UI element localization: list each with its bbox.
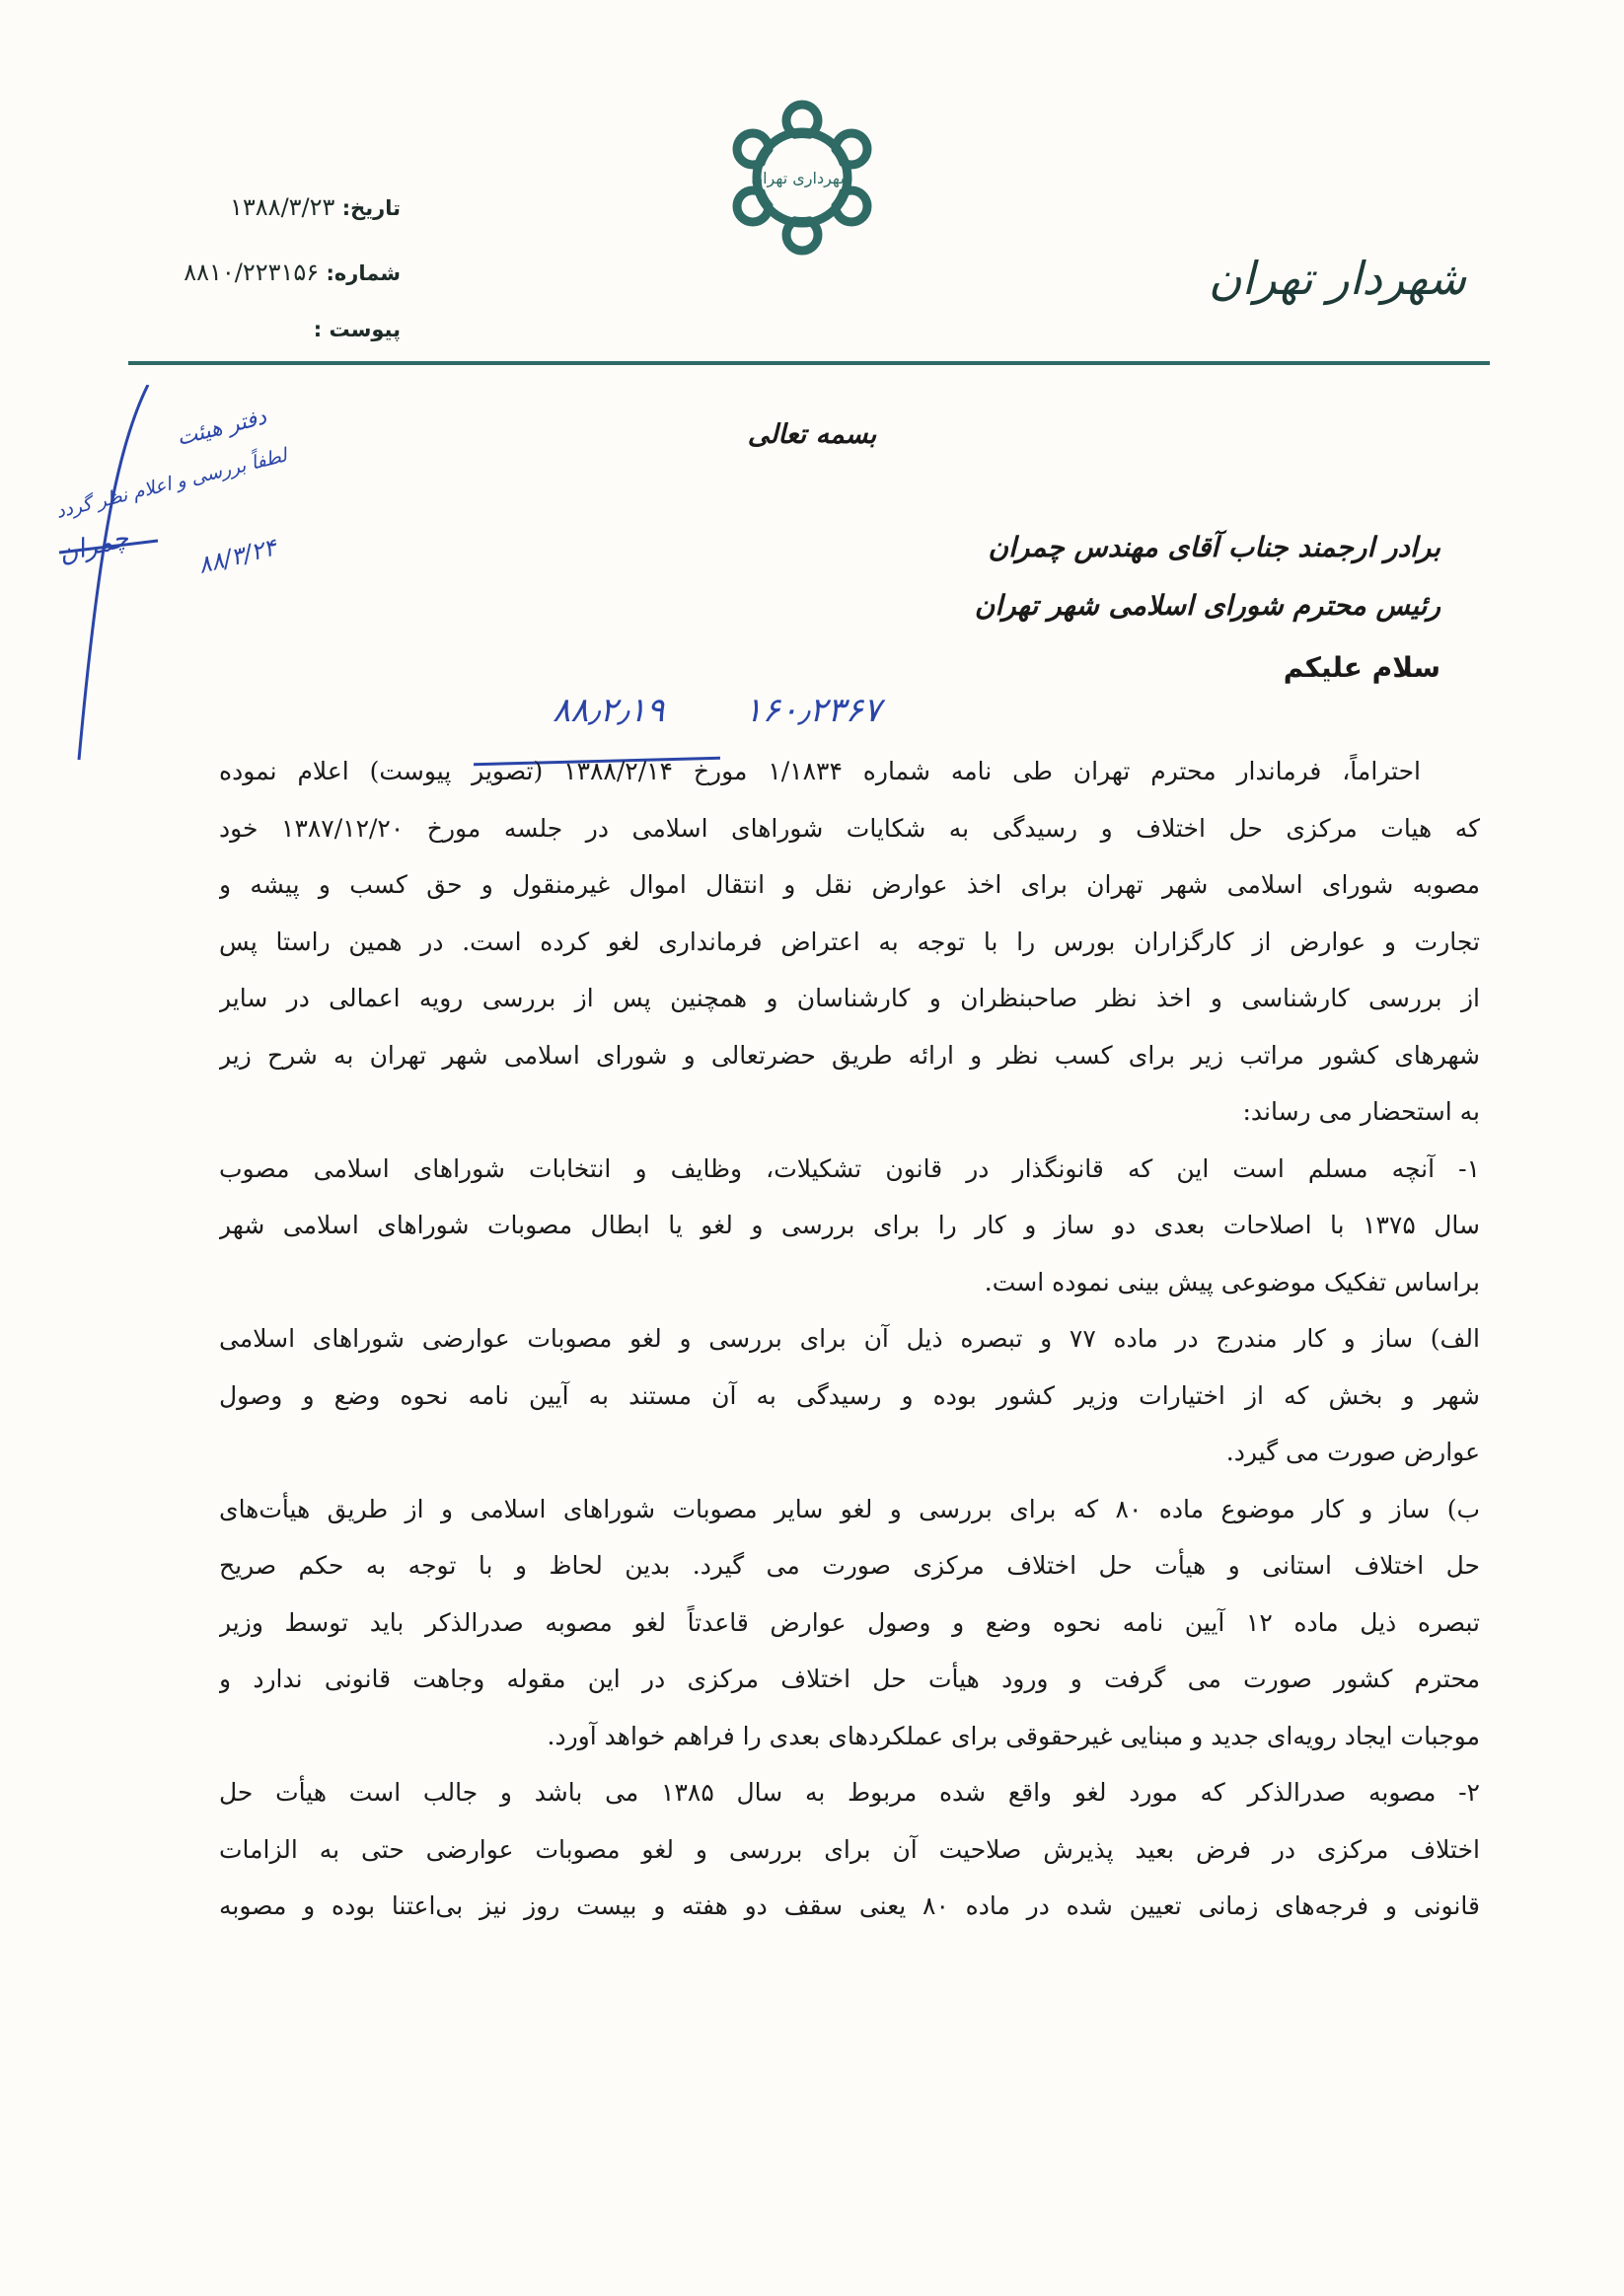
body-line: احتراماً، فرماندار محترم تهران طی نامه شماره ۱/۱۸۳۴ مورخ ۱۳۸۸/۲/۱۴ (تصویر پیوست) اعلام نموده	[219, 757, 1421, 785]
note-line: لطفاً بررسی و اعلام نظر گردد	[53, 444, 289, 523]
svg-text:شهرداری تهران: شهرداری تهران	[751, 169, 853, 187]
number-field	[184, 259, 401, 286]
number-value: ۸۸۱۰/۲۲۳۱۵۶	[184, 259, 320, 286]
handwritten-annotation	[39, 385, 296, 799]
note-signature: چمران	[55, 523, 132, 569]
attachment-label: پیوست :	[313, 318, 401, 341]
body-line: مصوبه شورای اسلامی شهر تهران برای اخذ عوارض نقل و انتقال اموال غیرمنقول و حق کسب و پیشه و	[219, 870, 1480, 899]
addressee-name: برادر ارجمند جناب آقای مهندس چمران	[988, 531, 1440, 563]
date-value: ۱۳۸۸/۳/۲۳	[230, 193, 335, 221]
note-date: ۸۸/۳/۲۴	[195, 533, 280, 580]
note-line: دفتر هیئت	[175, 405, 270, 452]
body-line: ۲- مصوبه صدرالذکر که مورد لغو واقع شده مربوط به سال ۱۳۸۵ می باشد و جالب است هیأت حل	[219, 1778, 1480, 1807]
body-line: به استحضار می رساند:	[1242, 1097, 1480, 1126]
body-line: حل اختلاف استانی و هیأت حل اختلاف مرکزی صورت می گیرد. بدین لحاظ و با توجه به حکم صریح	[219, 1551, 1480, 1580]
greeting: سلام علیکم	[1283, 651, 1440, 684]
body-line: محترم کشور صورت می گرفت و ورود هیأت حل اختلاف مرکزی در این مقوله وجاهت قانونی ندارد و	[219, 1665, 1480, 1693]
body-line: ب) ساز و کار موضوع ماده ۸۰ که برای بررسی و لغو سایر مصوبات شوراهای اسلامی و از طریق هیأت‌های	[219, 1494, 1480, 1523]
tehran-municipality-logo	[728, 99, 876, 257]
number-label: شماره:	[326, 261, 401, 285]
invocation: بسمه تعالی	[747, 419, 877, 450]
date-label: تاریخ:	[341, 196, 401, 220]
body-line: شهر و بخش که از اختیارات وزیر کشور بوده و رسیدگی به آن مستند به آیین نامه نحوه وضع و وصول	[219, 1380, 1480, 1410]
letter-body	[219, 752, 1480, 1944]
body-line: قانونی و فرجه‌های زمانی تعیین شده در ماده ۸۰ یعنی سقف دو هفته و بیست روز نیز بی‌اعتنا بوده و مصوبه	[219, 1891, 1480, 1920]
date-field	[230, 193, 401, 221]
body-line: از بررسی کارشناسی و اخذ نظر صاحبنظران و کارشناسان و همچنین پس از بررسی رویه اعمالی در سایر	[219, 984, 1480, 1012]
body-line: الف) ساز و کار مندرج در ماده ۷۷ و تبصره ذیل آن برای بررسی و لغو مصوبات عوارضی شوراهای اسلامی	[219, 1324, 1480, 1353]
attachment-field	[314, 318, 401, 341]
body-line: اختلاف مرکزی در فرض بعید پذیرش صلاحیت آن برای بررسی و لغو مصوبات عوارضی حتی به الزامات	[219, 1834, 1480, 1864]
body-line: موجبات ایجاد رویه‌ای جدید و مبنایی غیرحقوقی برای عملکردهای بعدی را فراهم خواهد آورد.	[547, 1721, 1480, 1750]
addressee-title: رئیس محترم شورای اسلامی شهر تهران	[974, 589, 1440, 622]
body-line: براساس تفکیک موضوعی پیش بینی نموده است.	[984, 1267, 1480, 1296]
body-line: تجارت و عوارض از کارگزاران بورس را با توجه به اعتراض فرمانداری لغو کرده است. در همین راستا پس	[219, 926, 1480, 956]
header-divider	[128, 361, 1490, 365]
body-line: سال ۱۳۷۵ با اصلاحات بعدی دو ساز و کار را برای بررسی و لغو یا ابطال مصوبات شوراهای اسلامی شهر	[219, 1211, 1480, 1239]
body-line: شهرهای کشور مراتب زیر برای کسب نظر و ارائه طریق حضرتعالی و شورای اسلامی شهر تهران به شرح زیر	[219, 1040, 1480, 1070]
pen-stroke	[39, 385, 296, 799]
body-line: که هیات مرکزی حل اختلاف و رسیدگی به شکایات شوراهای اسلامی در جلسه مورخ ۱۳۸۷/۱۲/۲۰ خود	[219, 813, 1480, 843]
body-line: تبصره ذیل ماده ۱۲ آیین نامه نحوه وضع و وصول عوارض قاعدتاً لغو مصوبه صدرالذکر باید توسط وزیر	[219, 1607, 1480, 1637]
body-line: عوارض صورت می گیرد.	[1225, 1438, 1480, 1466]
mayor-title: شهردار تهران	[1208, 252, 1466, 305]
handwritten-reference-numbers: ۸۸٫۲٫۱۹ ۱۶۰٫۲۳۶۷	[553, 691, 882, 730]
body-line: ۱- آنچه مسلم است این که قانونگذار در قانون تشکیلات، وظایف و انتخابات شوراهای اسلامی مصوب	[219, 1153, 1480, 1183]
